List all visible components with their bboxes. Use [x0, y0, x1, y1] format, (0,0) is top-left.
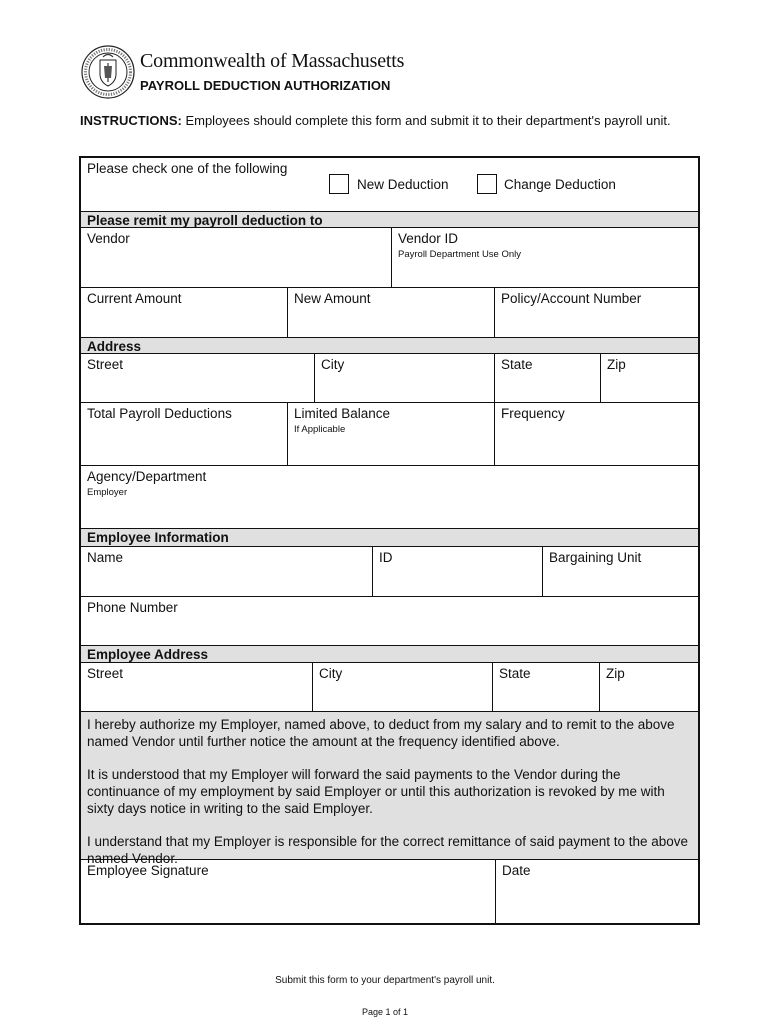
deduction-form [79, 156, 700, 925]
zip-field[interactable] [600, 354, 698, 402]
new-deduction-checkbox[interactable] [329, 174, 349, 194]
vendor-row [81, 227, 698, 287]
signature-row [81, 859, 698, 923]
employee-state-label: State [499, 666, 531, 681]
amount-row [81, 287, 698, 337]
policy-account-label: Policy/Account Number [501, 291, 642, 306]
city-field[interactable] [314, 354, 494, 402]
limited-balance-note: If Applicable [294, 424, 346, 435]
employee-signature-label: Employee Signature [87, 863, 209, 878]
id-field[interactable] [372, 547, 542, 596]
frequency-field[interactable] [494, 403, 698, 465]
employee-address-section-header: Employee Address [81, 645, 698, 662]
agency-note: Employer [87, 487, 128, 498]
street-field[interactable] [81, 354, 314, 402]
employee-city-field[interactable] [312, 663, 492, 711]
vendor-field[interactable] [81, 228, 391, 287]
policy-account-field[interactable] [494, 288, 698, 337]
check-prompt: Please check one of the following [87, 161, 288, 176]
authorization-paragraph-2: It is understood that my Employer will forward the said payments to the Vendor during the continuance of my employment by said Employer or until this authorization is revoked by me with sixty days notice in writing to the said Employer. [87, 767, 665, 816]
state-label: State [501, 357, 533, 372]
employee-street-label: Street [87, 666, 124, 681]
state-field[interactable] [494, 354, 600, 402]
address-section-header: Address [81, 337, 698, 353]
current-amount-field[interactable] [81, 288, 287, 337]
bargaining-unit-label: Bargaining Unit [549, 550, 642, 565]
phone-row [81, 596, 698, 645]
phone-field[interactable] [81, 597, 698, 645]
authorization-paragraph-3: I understand that my Employer is responsible for the correct remittance of said payment to the above named Vendor. [87, 834, 689, 866]
form-subtitle: PAYROLL DEDUCTION AUTHORIZATION [140, 78, 391, 93]
remit-section-header: Please remit my payroll deduction to [81, 211, 698, 227]
vendor-label: Vendor [87, 231, 130, 246]
vendor-id-label: Vendor ID [398, 231, 459, 246]
change-deduction-label: Change Deduction [504, 177, 616, 192]
agency-label: Agency/Department [87, 469, 207, 484]
authorization-paragraph-1: I hereby authorize my Employer, named above, to deduct from my salary and to remit to the above named Vendor until further notice the amount at the frequency identified above. [87, 717, 675, 749]
street-label: Street [87, 357, 124, 372]
authorization-text [81, 711, 698, 866]
massachusetts-seal-icon [80, 44, 136, 100]
agency-row [81, 465, 698, 528]
name-field[interactable] [81, 547, 372, 596]
date-field[interactable] [495, 860, 698, 923]
new-amount-field[interactable] [287, 288, 494, 337]
instructions [80, 112, 690, 130]
new-deduction-label: New Deduction [357, 177, 449, 192]
frequency-label: Frequency [501, 406, 565, 421]
limited-balance-label: Limited Balance [294, 406, 391, 421]
phone-label: Phone Number [87, 600, 178, 615]
deduction-type-row [81, 158, 698, 211]
employee-zip-field[interactable] [599, 663, 698, 711]
instructions-label: INSTRUCTIONS: [80, 113, 182, 128]
vendor-id-note: Payroll Department Use Only [398, 249, 522, 260]
id-label: ID [379, 550, 393, 565]
submit-note: Submit this form to your department's payroll unit. [275, 975, 495, 986]
totals-row [81, 402, 698, 465]
total-payroll-field[interactable] [81, 403, 287, 465]
address-row [81, 353, 698, 402]
change-deduction-checkbox[interactable] [477, 174, 497, 194]
current-amount-label: Current Amount [87, 291, 182, 306]
employee-address-row [81, 662, 698, 711]
total-payroll-label: Total Payroll Deductions [87, 406, 232, 421]
date-label: Date [502, 863, 531, 878]
employee-row [81, 546, 698, 596]
employee-state-field[interactable] [492, 663, 599, 711]
limited-balance-field[interactable] [287, 403, 494, 465]
page-number: Page 1 of 1 [361, 1007, 409, 1017]
new-amount-label: New Amount [294, 291, 371, 306]
employee-signature-field[interactable] [81, 860, 495, 923]
employee-city-label: City [319, 666, 343, 681]
zip-label: Zip [607, 357, 626, 372]
employee-street-field[interactable] [81, 663, 312, 711]
page-title: Commonwealth of Massachusetts [140, 50, 405, 72]
name-label: Name [87, 550, 124, 565]
vendor-id-field[interactable] [391, 228, 698, 287]
instructions-text: Employees should complete this form and submit it to their department's payroll unit. [181, 113, 671, 128]
employee-section-header: Employee Information [81, 528, 698, 546]
employee-zip-label: Zip [606, 666, 625, 681]
bargaining-unit-field[interactable] [542, 547, 698, 596]
city-label: City [321, 357, 345, 372]
agency-field[interactable] [81, 466, 698, 528]
